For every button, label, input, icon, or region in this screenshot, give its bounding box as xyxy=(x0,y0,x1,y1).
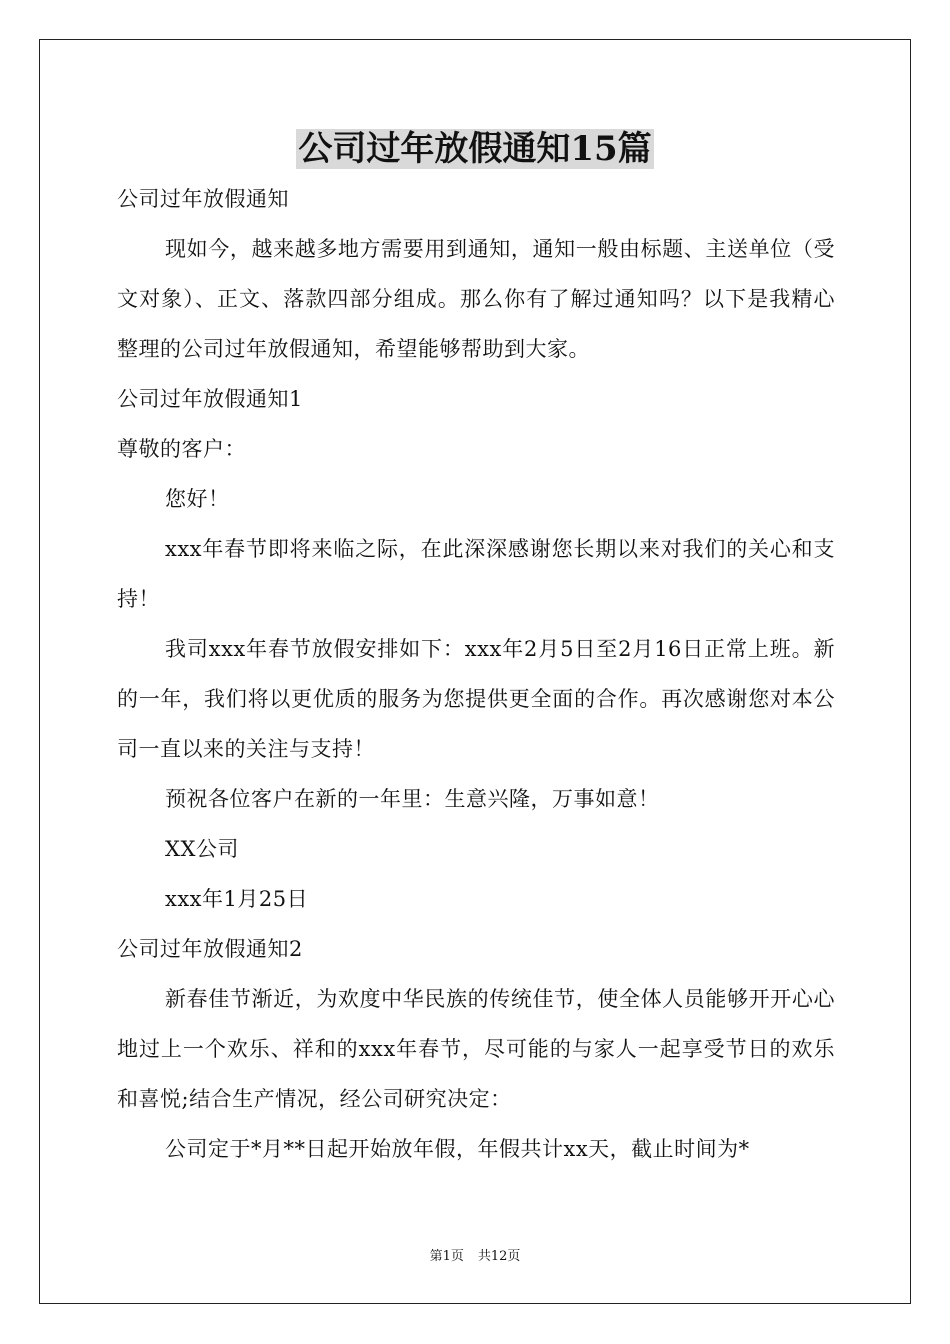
paragraph-5: xxx年春节即将来临之际，在此深深感谢您长期以来对我们的关心和支持！ xyxy=(117,537,835,611)
paragraph-1: 现如今，越来越多地方需要用到通知，通知一般由标题、主送单位（受文对象）、正文、落款四部分组成。那么你有了解过通知吗？以下是我精心整理的公司过年放假通知，希望能够帮助到大家。 xyxy=(117,237,835,361)
paragraph-9: xxx年1月25日 xyxy=(165,887,309,911)
paragraph-8: XX公司 xyxy=(165,837,239,861)
document-body xyxy=(117,174,835,1174)
paragraph-4: 您好！ xyxy=(165,487,230,511)
paragraph-3: 尊敬的客户： xyxy=(117,437,246,461)
paragraph-0: 公司过年放假通知 xyxy=(117,187,289,211)
paragraph-11: 新春佳节渐近，为欢度中华民族的传统佳节，使全体人员能够开开心心地过上一个欢乐、祥和的xxx年春节，尽可能的与家人一起享受节日的欢乐和喜悦;结合生产情况，经公司研究决定： xyxy=(117,987,835,1111)
document-title-text: 公司过年放假通知15篇 xyxy=(298,129,652,169)
page-total: 共12页 xyxy=(477,1249,521,1264)
paragraph-12: 公司定于*月**日起开始放年假，年假共计xx天，截止时间为* xyxy=(165,1137,750,1161)
paragraph-2: 公司过年放假通知1 xyxy=(117,387,303,411)
paragraph-10: 公司过年放假通知2 xyxy=(117,937,303,961)
paragraph-6: 我司xxx年春节放假安排如下：xxx年2月5日至2月16日正常上班。新的一年，我们将以更优质的服务为您提供更全面的合作。再次感谢您对本公司一直以来的关注与支持！ xyxy=(117,637,835,761)
page-number: 第1页 xyxy=(429,1249,464,1264)
document-title xyxy=(0,127,950,171)
page-footer xyxy=(0,1248,950,1266)
paragraph-7: 预祝各位客户在新的一年里：生意兴隆，万事如意！ xyxy=(165,787,660,811)
